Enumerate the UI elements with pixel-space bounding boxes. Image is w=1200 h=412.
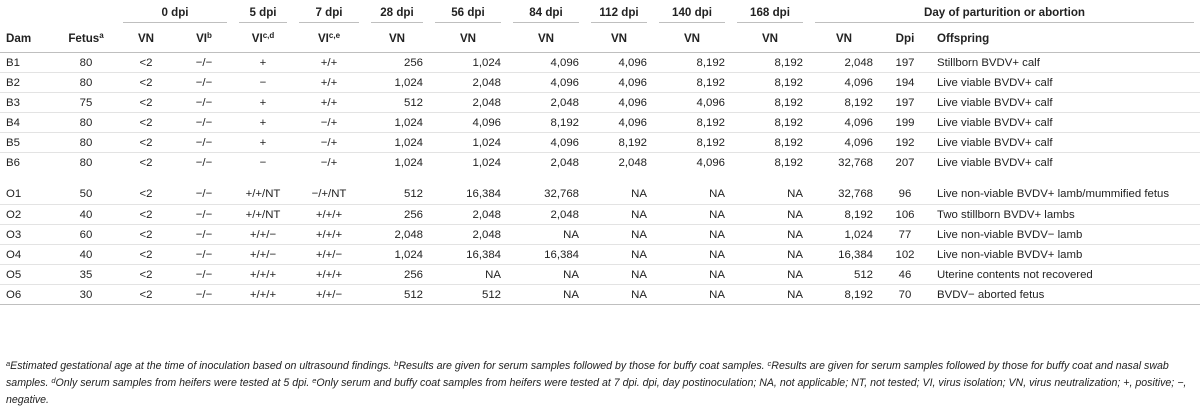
footnote: $^d$Only serum samples from heifers were tested at 5 dpi.: [51, 376, 310, 389]
cell-vnp: 2,048: [809, 53, 879, 73]
cell-vn56: 1,024: [472, 156, 501, 169]
cell-vi5: +: [233, 53, 293, 73]
cell-vn84: 2,048: [507, 93, 585, 113]
cell-vn0: <2: [117, 185, 175, 205]
cell-fetus: 80: [55, 133, 117, 153]
col-vn-84: VN: [507, 25, 585, 53]
cell-vnp: 32,768: [809, 185, 879, 205]
header-row-columns: [0, 25, 1200, 53]
cell-vn84: NA: [507, 265, 585, 285]
cell-dam: O1: [0, 185, 55, 205]
cell-vi5: +/+/−: [233, 245, 293, 265]
cell-vi5: −: [233, 73, 293, 93]
cell-vn140: 8,192: [653, 113, 731, 133]
cell-vnp: 32,768: [838, 156, 873, 169]
cell-offspring: Stillborn BVDV+ calf: [931, 53, 1200, 73]
cell-dpi: 77: [879, 225, 931, 245]
cell-vnp: 4,096: [809, 73, 879, 93]
col-fetus: Fetus$^a$: [55, 25, 117, 53]
cell-fetus: 80: [79, 156, 93, 169]
cell-vn112: NA: [585, 265, 653, 285]
cell-vn112: 2,048: [618, 156, 647, 169]
cell-vn28: 1,024: [394, 156, 423, 169]
cell-vn0: <2: [117, 53, 175, 73]
cell-vn56: 2,048: [429, 225, 507, 245]
cell-vn168: 8,192: [731, 93, 809, 113]
cell-fetus: 80: [55, 113, 117, 133]
col-dpi: Dpi: [879, 25, 931, 53]
header-row-groups: [0, 0, 1200, 25]
cell-vn0: <2: [117, 245, 175, 265]
table-row: [0, 225, 1200, 245]
cell-vn112: 4,096: [585, 93, 653, 113]
cell-vn0: <2: [117, 285, 175, 305]
table-row: [0, 265, 1200, 285]
cell-vi7: −/+/NT: [293, 185, 365, 205]
cell-vn28: 512: [365, 93, 429, 113]
cell-vnp: 8,192: [809, 285, 879, 305]
footnote: $^b$Results are given for serum samples followed by those for buffy coat samples.: [394, 359, 765, 372]
col-vi-5: VI$^{c,d}$: [233, 25, 293, 53]
cell-vi7: −/+: [293, 113, 365, 133]
cell-vi5: +: [233, 133, 293, 153]
cell-vn168: NA: [731, 245, 809, 265]
cell-vnp: 1,024: [809, 225, 879, 245]
cell-vn140: NA: [653, 205, 731, 225]
cell-vn28: 1,024: [365, 245, 429, 265]
cell-dam: O3: [0, 225, 55, 245]
cell-vn140: 8,192: [653, 53, 731, 73]
cell-vn84: 8,192: [507, 113, 585, 133]
cell-vi7: +/+: [293, 53, 365, 73]
table-row: [0, 153, 1200, 173]
cell-vn112: NA: [585, 245, 653, 265]
cell-vn56: 1,024: [429, 133, 507, 153]
cell-offspring: Live viable BVDV+ calf: [931, 73, 1200, 93]
cell-dam: B4: [0, 113, 55, 133]
cell-offspring: Uterine contents not recovered: [931, 265, 1200, 285]
cell-dpi: 199: [879, 113, 931, 133]
cell-vn168: NA: [731, 205, 809, 225]
header-0dpi: 0 dpi: [117, 0, 233, 25]
cell-vi7: +/+: [293, 73, 365, 93]
cell-offspring: Live viable BVDV+ calf: [937, 156, 1053, 169]
col-vn-28: VN: [365, 25, 429, 53]
cell-vi5: +/+/−: [233, 225, 293, 245]
cell-dpi: 192: [879, 133, 931, 153]
cell-vn56: 16,384: [429, 185, 507, 205]
cell-fetus: 75: [55, 93, 117, 113]
cell-vn0: <2: [117, 93, 175, 113]
cell-vn140: NA: [653, 285, 731, 305]
cell-vn112: 4,096: [585, 113, 653, 133]
table-row: [0, 205, 1200, 225]
cell-vn140: 4,096: [696, 156, 725, 169]
table-row: [0, 113, 1200, 133]
col-vn-168: VN: [731, 25, 809, 53]
cell-vi0: −/−: [175, 225, 233, 245]
cell-vn56: 1,024: [429, 53, 507, 73]
cell-vi5: +/+/+: [233, 265, 293, 285]
cell-offspring: BVDV− aborted fetus: [931, 285, 1200, 305]
cell-vn140: 8,192: [653, 73, 731, 93]
cell-vn84: 4,096: [507, 73, 585, 93]
cell-vn28: 1,024: [365, 73, 429, 93]
cell-vi5: +/+/NT: [233, 205, 293, 225]
cell-vn168: 8,192: [731, 53, 809, 73]
cell-fetus: 80: [55, 73, 117, 93]
cell-vn84: 32,768: [507, 185, 585, 205]
cell-offspring: Live non-viable BVDV+ lamb/mummified fetus: [931, 185, 1200, 205]
cell-vi0: −/−: [175, 73, 233, 93]
cell-vn56: 16,384: [429, 245, 507, 265]
cell-vi5: +/+/+: [233, 285, 293, 305]
cell-vn112: NA: [585, 285, 653, 305]
table-row: [0, 133, 1200, 153]
cell-vn56: 2,048: [429, 205, 507, 225]
cell-vnp: 16,384: [809, 245, 879, 265]
header-7dpi: 7 dpi: [293, 0, 365, 25]
cell-vi7: +/+: [293, 93, 365, 113]
table-row: [0, 245, 1200, 265]
cell-vn140: NA: [653, 185, 731, 205]
cell-vn112: NA: [585, 205, 653, 225]
table-row: [0, 93, 1200, 113]
cell-vn56: 2,048: [429, 73, 507, 93]
cell-vn84: 2,048: [507, 205, 585, 225]
cell-vn0: <2: [117, 113, 175, 133]
cell-vn84: 4,096: [507, 53, 585, 73]
cell-offspring: Live viable BVDV+ calf: [931, 93, 1200, 113]
cell-dpi: 207: [895, 156, 915, 169]
cell-vi0: −/−: [175, 245, 233, 265]
cell-vn28: 256: [365, 53, 429, 73]
cell-dpi: 106: [879, 205, 931, 225]
cell-vn140: NA: [653, 225, 731, 245]
cell-vn84: 16,384: [507, 245, 585, 265]
cell-vnp: 512: [809, 265, 879, 285]
cell-vi5: +: [233, 113, 293, 133]
cell-dpi: 197: [879, 93, 931, 113]
cell-vi7: +/+/+: [293, 265, 365, 285]
cell-vi0: −/−: [175, 265, 233, 285]
cell-vn28: 512: [365, 185, 429, 205]
cell-vi0: −/−: [195, 156, 213, 169]
cell-vi0: −/−: [175, 93, 233, 113]
cell-dam: O6: [0, 285, 55, 305]
cell-dpi: 96: [879, 185, 931, 205]
cell-fetus: 35: [55, 265, 117, 285]
cell-vn28: 256: [365, 205, 429, 225]
cell-vi7: +/+/+: [293, 225, 365, 245]
cell-vn140: NA: [653, 265, 731, 285]
cell-offspring: Live viable BVDV+ calf: [931, 113, 1200, 133]
cell-vn168: 8,192: [731, 73, 809, 93]
cell-vn28: 512: [365, 285, 429, 305]
col-dam: Dam: [0, 25, 55, 53]
cell-vn28: 2,048: [365, 225, 429, 245]
cell-dpi: 197: [879, 53, 931, 73]
cell-vn56: NA: [429, 265, 507, 285]
cell-vn112: 4,096: [585, 73, 653, 93]
cell-dam: B5: [0, 133, 55, 153]
cell-offspring: Live non-viable BVDV+ lamb: [931, 245, 1200, 265]
cell-vn84: 4,096: [507, 133, 585, 153]
header-84dpi: 84 dpi: [507, 0, 585, 25]
header-56dpi: 56 dpi: [429, 0, 507, 25]
cell-vn168: NA: [731, 265, 809, 285]
cell-vn112: NA: [585, 185, 653, 205]
cell-vn28: 1,024: [365, 113, 429, 133]
footnote: $^e$Only serum and buffy coat samples from heifers were tested at 7 dpi. dpi, day postinoculation; NA, not applicable; NT, not tested; VI, virus isolation; VN, virus neutralization; +, positive; −, negative.: [6, 376, 1187, 406]
cell-fetus: 40: [55, 245, 117, 265]
table-row: [0, 285, 1200, 305]
cell-fetus: 80: [55, 53, 117, 73]
cell-vi7: −/+: [320, 156, 338, 169]
cell-vn168: 8,192: [731, 113, 809, 133]
cell-dpi: 194: [879, 73, 931, 93]
cell-fetus: 40: [55, 205, 117, 225]
cell-vn140: 8,192: [653, 133, 731, 153]
cell-vi5: −: [259, 156, 267, 169]
table-row: [0, 185, 1200, 205]
col-vn-0: VN: [117, 25, 175, 53]
cell-vi7: +/+/−: [293, 285, 365, 305]
header-168dpi: 168 dpi: [731, 0, 809, 25]
cell-vn0: <2: [117, 133, 175, 153]
cell-offspring: Live non-viable BVDV− lamb: [931, 225, 1200, 245]
cell-vi0: −/−: [175, 185, 233, 205]
cell-vn84: NA: [507, 285, 585, 305]
col-offspring: Offspring: [931, 25, 1200, 53]
header-parturition: Day of parturition or abortion: [809, 0, 1200, 25]
footnote: $^a$Estimated gestational age at the time of inoculation based on ultrasound findings.: [6, 359, 392, 372]
cell-vi5: +: [233, 93, 293, 113]
col-vi-0: $VI^b$: [175, 25, 233, 53]
cell-vn56: 2,048: [429, 93, 507, 113]
cell-vn84: 2,048: [550, 156, 579, 169]
cell-vi7: −/+: [293, 133, 365, 153]
group-spacer: [0, 173, 1200, 185]
cell-dam: B2: [0, 73, 55, 93]
cell-vi0: −/−: [175, 285, 233, 305]
cell-fetus: 30: [55, 285, 117, 305]
cell-dpi: 46: [879, 265, 931, 285]
cell-vn140: 4,096: [653, 93, 731, 113]
cell-vi0: −/−: [175, 53, 233, 73]
cell-vn168: NA: [731, 225, 809, 245]
cell-vnp: 8,192: [809, 93, 879, 113]
cell-vi0: −/−: [175, 205, 233, 225]
cell-offspring: Live viable BVDV+ calf: [931, 133, 1200, 153]
cell-fetus: 50: [55, 185, 117, 205]
cell-vn168: 8,192: [774, 156, 803, 169]
cell-vn0: <2: [117, 205, 175, 225]
cell-dpi: 70: [879, 285, 931, 305]
cell-vn0: <2: [117, 225, 175, 245]
cell-vn84: NA: [507, 225, 585, 245]
header-5dpi: 5 dpi: [233, 0, 293, 25]
cell-dam: O5: [0, 265, 55, 285]
cell-vi7: +/+/−: [293, 245, 365, 265]
cell-vnp: 8,192: [809, 205, 879, 225]
col-vn-56: VN: [429, 25, 507, 53]
table-row: [0, 53, 1200, 73]
cell-vn168: 8,192: [731, 133, 809, 153]
cell-vn0: <2: [117, 73, 175, 93]
footnote: $^c$Results are given for serum samples followed by those for buffy coat and nasal swab samples.: [6, 359, 1169, 389]
col-vn-112: VN: [585, 25, 653, 53]
cell-vn56: 512: [429, 285, 507, 305]
header-28dpi: 28 dpi: [365, 0, 429, 25]
cell-vn0: <2: [139, 156, 153, 169]
cell-vnp: 4,096: [809, 113, 879, 133]
cell-dam: O4: [0, 245, 55, 265]
cell-offspring: Two stillborn BVDV+ lambs: [931, 205, 1200, 225]
cell-dam: B1: [0, 53, 55, 73]
table-row: [0, 73, 1200, 93]
table-body: [0, 53, 1200, 305]
cell-dam: O2: [0, 205, 55, 225]
cell-vn112: 8,192: [585, 133, 653, 153]
header-112dpi: 112 dpi: [585, 0, 653, 25]
cell-dam: B3: [0, 93, 55, 113]
cell-vi0: −/−: [175, 113, 233, 133]
cell-vnp: 4,096: [809, 133, 879, 153]
cell-vn140: NA: [653, 245, 731, 265]
cell-vn168: NA: [731, 185, 809, 205]
cell-vi7: +/+/+: [293, 205, 365, 225]
cell-vn28: 256: [365, 265, 429, 285]
header-140dpi: 140 dpi: [653, 0, 731, 25]
col-vn-parturition: VN: [809, 25, 879, 53]
cell-vn112: 4,096: [585, 53, 653, 73]
table-footnotes: [6, 358, 1194, 409]
cell-fetus: 60: [55, 225, 117, 245]
col-vi-7: VI$^{c,e}$: [293, 25, 365, 53]
col-vn-140: VN: [653, 25, 731, 53]
cell-vn168: NA: [731, 285, 809, 305]
cell-vn112: NA: [585, 225, 653, 245]
cell-vn56: 4,096: [429, 113, 507, 133]
cell-vn28: 1,024: [365, 133, 429, 153]
cell-dam: B6: [6, 156, 20, 169]
cell-vi0: −/−: [175, 133, 233, 153]
cell-dpi: 102: [879, 245, 931, 265]
cell-vi5: +/+/NT: [233, 185, 293, 205]
cell-vn0: <2: [117, 265, 175, 285]
